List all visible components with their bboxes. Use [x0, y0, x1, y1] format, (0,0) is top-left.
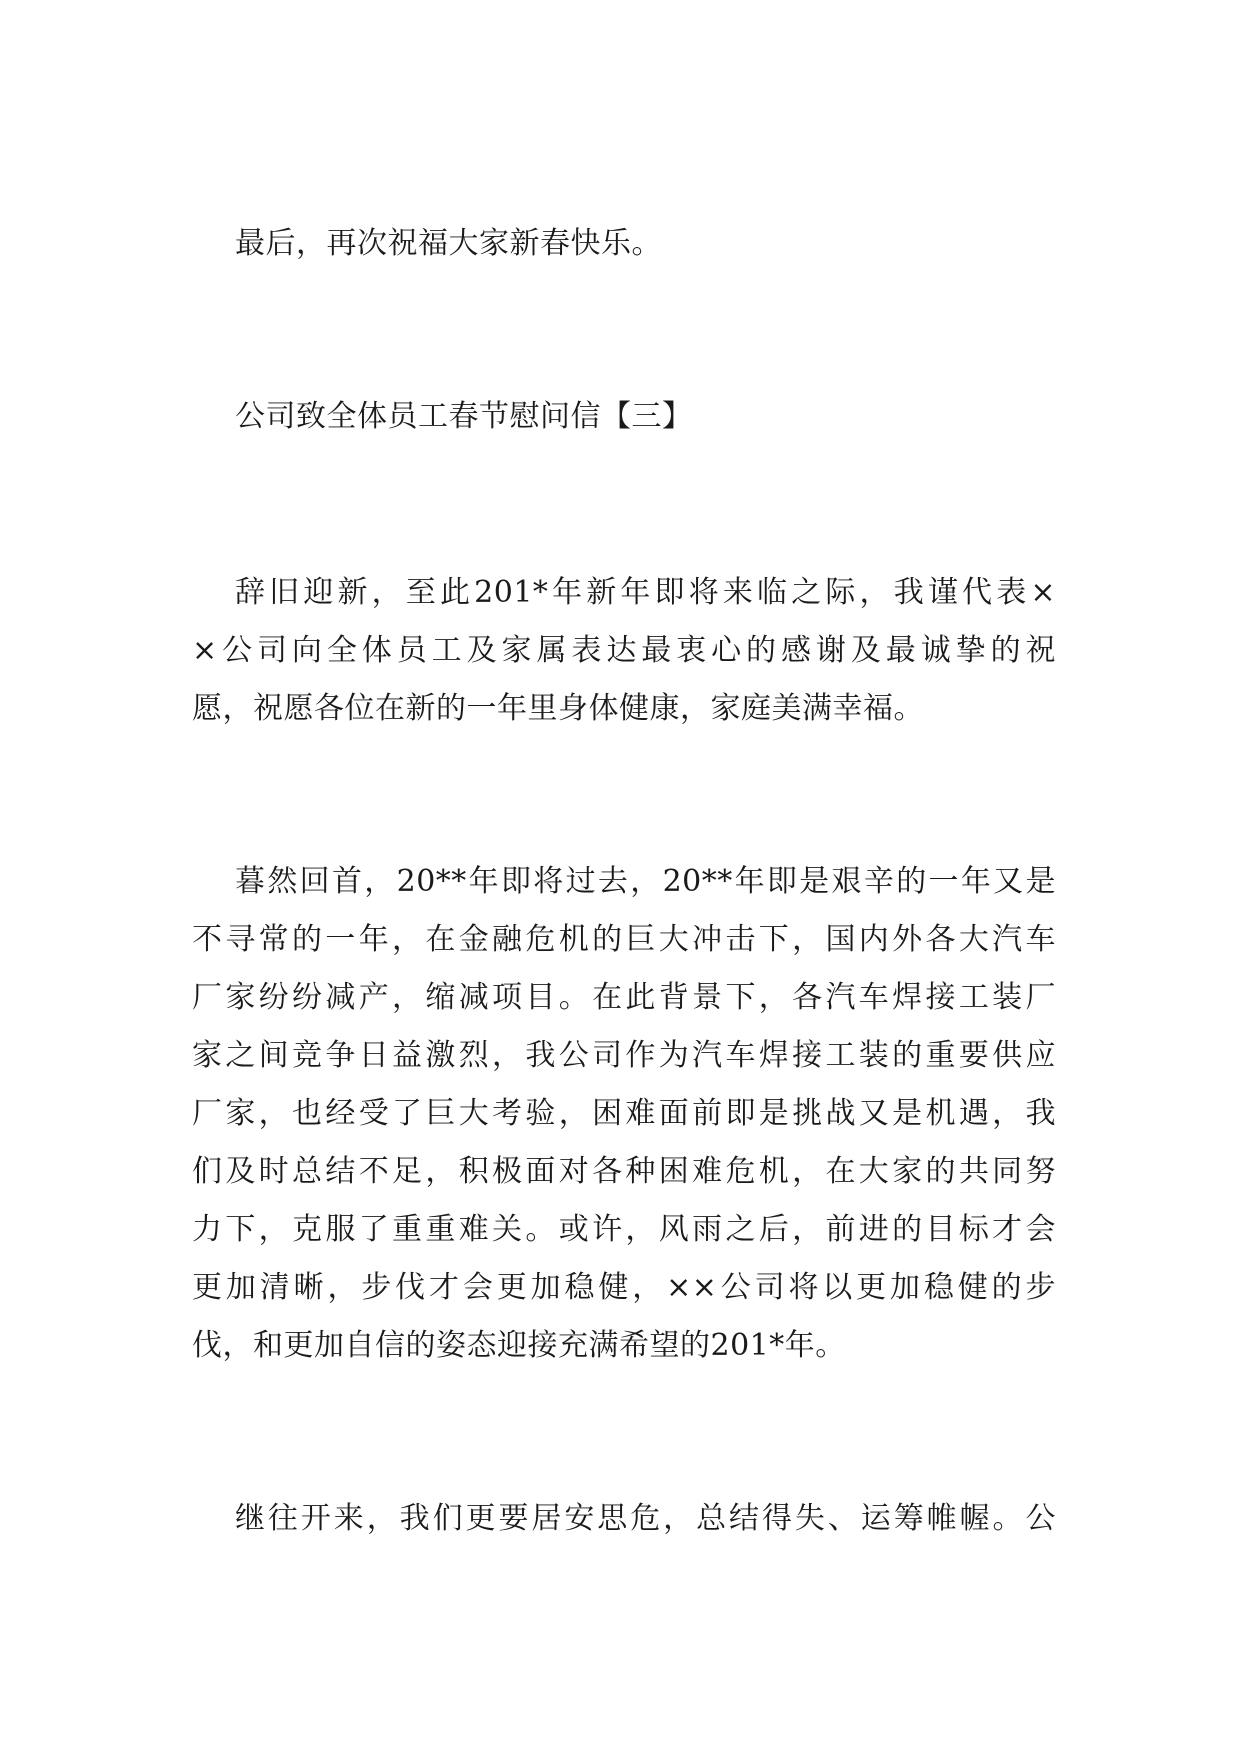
- paragraph-line: 们及时总结不足，积极面对各种困难危机，在大家的共同努: [192, 1154, 1056, 1189]
- closing-line: 最后，再次祝福大家新春快乐。: [235, 226, 662, 261]
- paragraph-line: 辞旧迎新，至此201*年新年即将来临之际，我谨代表×: [235, 575, 1056, 610]
- paragraph-line: 更加清晰，步伐才会更加稳健，××公司将以更加稳健的步: [192, 1270, 1056, 1305]
- paragraph-line: 不寻常的一年，在金融危机的巨大冲击下，国内外各大汽车: [192, 922, 1056, 957]
- paragraph-line: 暮然回首，20**年即将过去，20**年即是艰辛的一年又是: [235, 864, 1056, 899]
- paragraph-line: ×公司向全体员工及家属表达最衷心的感谢及最诚挚的祝: [192, 633, 1056, 668]
- paragraph-line: 厂家纷纷减产，缩减项目。在此背景下，各汽车焊接工装厂: [192, 980, 1056, 1015]
- paragraph-line: 家之间竞争日益激烈，我公司作为汽车焊接工装的重要供应: [192, 1038, 1056, 1073]
- paragraph-line: 伐，和更加自信的姿态迎接充满希望的201*年。: [192, 1328, 846, 1363]
- paragraph-line: 力下，克服了重重难关。或许，风雨之后，前进的目标才会: [192, 1212, 1056, 1247]
- paragraph-line: 继往开来，我们更要居安思危，总结得失、运筹帷幄。公: [235, 1501, 1056, 1536]
- paragraph-line: 厂家，也经受了巨大考验，困难面前即是挑战又是机遇，我: [192, 1096, 1056, 1131]
- section-title: 公司致全体员工春节慰问信【三】: [235, 399, 693, 434]
- paragraph-line: 愿，祝愿各位在新的一年里身体健康，家庭美满幸福。: [192, 691, 924, 726]
